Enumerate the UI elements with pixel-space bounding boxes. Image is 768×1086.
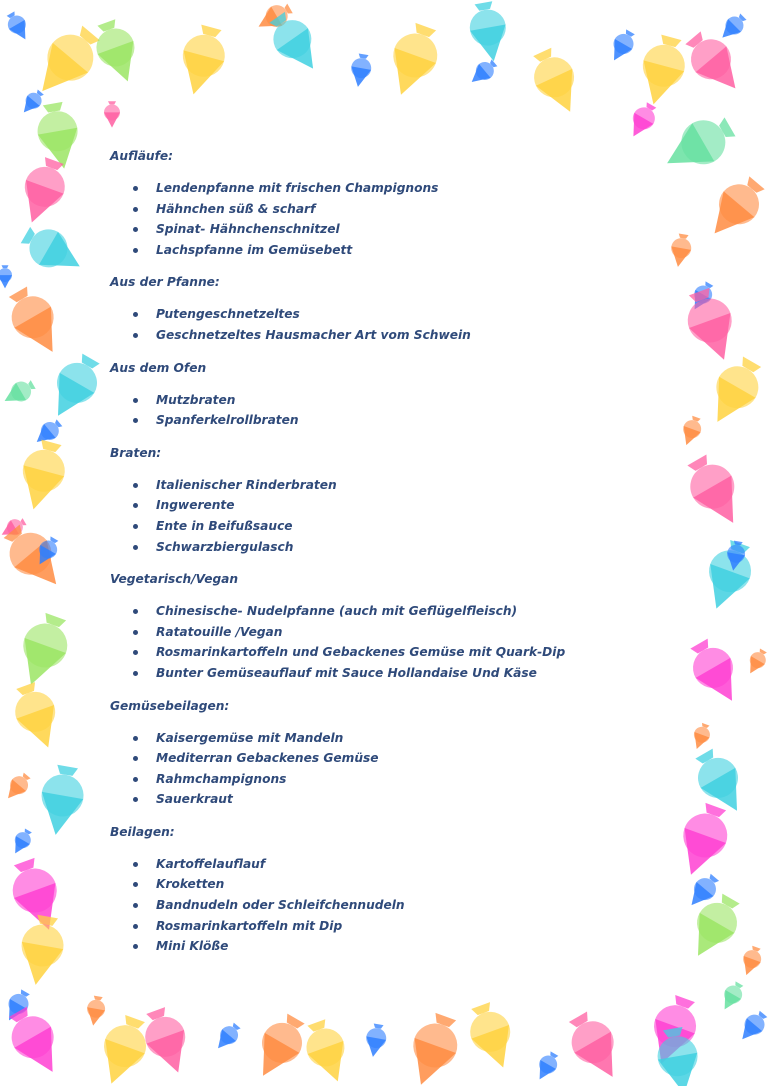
candy-icon xyxy=(682,634,750,711)
candy-icon xyxy=(0,265,12,288)
list-item: Mutzbraten xyxy=(110,390,630,411)
candy-icon xyxy=(0,987,34,1026)
bullet-icon xyxy=(133,398,138,403)
candy-icon xyxy=(104,101,120,127)
candy-icon xyxy=(262,6,329,79)
list-item: Mini Klöße xyxy=(110,936,630,957)
list-item: Rosmarinkartoffeln mit Dip xyxy=(110,916,630,937)
candy-icon xyxy=(211,1020,244,1054)
candy-icon xyxy=(298,1016,355,1086)
candy-icon xyxy=(33,100,84,172)
section-beilagen xyxy=(110,822,630,957)
candy-icon xyxy=(717,979,747,1014)
list-item: Ente in Beifußsauce xyxy=(110,516,630,537)
candy-icon xyxy=(88,16,145,88)
bullet-icon xyxy=(133,248,138,253)
candy-icon xyxy=(697,536,760,615)
list-item: Hähnchen süß & scharf xyxy=(110,199,630,220)
candy-icon xyxy=(743,646,768,677)
candy-icon xyxy=(699,351,768,432)
list-item: Ratatouille /Vegan xyxy=(110,622,630,643)
candy-icon xyxy=(653,1025,704,1086)
bullet-icon xyxy=(133,924,138,929)
candy-icon xyxy=(605,27,639,66)
candy-icon xyxy=(624,99,661,141)
candy-icon xyxy=(716,10,750,44)
section-aus-dem-ofen xyxy=(110,358,630,431)
candy-icon xyxy=(0,1001,71,1082)
candy-icon xyxy=(31,416,65,449)
candy-icon xyxy=(380,19,446,102)
list-item: Mediterran Gebackenes Gemüse xyxy=(110,748,630,769)
candy-icon xyxy=(466,0,512,64)
list-item: Putengeschnetzeltes xyxy=(110,304,630,325)
bullet-icon xyxy=(133,524,138,529)
candy-icon xyxy=(735,1007,768,1045)
list-item: Rahmchampignons xyxy=(110,769,630,790)
candy-icon xyxy=(687,279,717,314)
bullet-icon xyxy=(133,944,138,949)
section-heading: Vegetarisch/Vegan xyxy=(110,572,239,587)
list-item: Bunter Gemüseauflauf mit Sauce Hollandaise Und Käse xyxy=(110,663,630,684)
candy-icon xyxy=(678,414,705,448)
bullet-icon xyxy=(133,503,138,508)
candy-icon xyxy=(738,944,765,978)
candy-icon xyxy=(7,679,67,755)
candy-icon xyxy=(8,826,35,857)
candy-icon xyxy=(670,799,736,882)
bullet-icon xyxy=(133,797,138,802)
section-auflaeufe xyxy=(110,146,630,260)
candy-icon xyxy=(683,870,723,912)
menu-list xyxy=(110,146,630,969)
candy-icon xyxy=(462,999,522,1075)
bullet-icon xyxy=(133,736,138,741)
candy-icon xyxy=(668,233,693,269)
bullet-icon xyxy=(133,186,138,191)
list-item: Kroketten xyxy=(110,874,630,895)
candy-icon xyxy=(246,1009,314,1086)
bullet-icon xyxy=(133,483,138,488)
section-heading: Aus dem Ofen xyxy=(110,360,207,375)
list-item: Lendenpfanne mit frischen Champignons xyxy=(110,178,630,199)
list-item: Schwarzbiergulasch xyxy=(110,537,630,558)
bullet-icon xyxy=(133,545,138,550)
list-item: Kartoffelauflauf xyxy=(110,854,630,875)
candy-icon xyxy=(348,53,373,89)
candy-icon xyxy=(724,540,747,572)
candy-icon xyxy=(524,43,588,120)
candy-icon xyxy=(363,1023,388,1059)
candy-icon xyxy=(678,25,751,101)
candy-icon xyxy=(18,87,47,118)
section-vegetarisch-vegan xyxy=(110,569,630,683)
list-item: Ingwerente xyxy=(110,495,630,516)
candy-icon xyxy=(35,763,88,839)
list-item: Sauerkraut xyxy=(110,789,630,810)
candy-icon xyxy=(16,219,89,283)
candy-icon xyxy=(0,281,71,362)
bullet-icon xyxy=(133,227,138,232)
section-heading: Aus der Pfanne: xyxy=(110,275,220,290)
bullet-icon xyxy=(133,756,138,761)
candy-icon xyxy=(699,170,768,246)
candy-icon xyxy=(0,518,72,598)
candy-icon xyxy=(13,154,73,230)
candy-icon xyxy=(633,32,692,110)
section-heading: Aufläufe: xyxy=(110,149,174,163)
list-item: Geschnetzeltes Hausmacher Art vom Schwein xyxy=(110,325,630,346)
candy-icon xyxy=(32,534,62,569)
list-item: Lachspfanne im Gemüsebett xyxy=(110,240,630,261)
candy-icon xyxy=(10,609,76,692)
section-braten xyxy=(110,443,630,557)
bullet-icon xyxy=(133,418,138,423)
candy-icon xyxy=(689,721,713,751)
bullet-icon xyxy=(133,862,138,867)
bullet-icon xyxy=(133,650,138,655)
bullet-icon xyxy=(133,882,138,887)
list-item: Kaisergemüse mit Mandeln xyxy=(110,728,630,749)
section-heading: Gemüsebeilagen: xyxy=(110,698,230,713)
bullet-icon xyxy=(133,333,138,338)
candy-icon xyxy=(466,56,500,89)
candy-icon xyxy=(137,1004,197,1080)
bullet-icon xyxy=(133,609,138,614)
candy-icon xyxy=(0,515,29,542)
candy-icon xyxy=(253,0,295,36)
candy-icon xyxy=(4,854,70,937)
list-item: Chinesische- Nudelpfanne (auch mit Geflügelfleisch) xyxy=(110,601,630,622)
candy-icon xyxy=(3,9,33,44)
section-heading: Braten: xyxy=(110,445,162,460)
list-item: Rosmarinkartoffeln und Gebackenes Gemüse mit Quark-Dip xyxy=(110,642,630,663)
candy-icon xyxy=(687,744,755,821)
bullet-icon xyxy=(133,671,138,676)
list-item: Spinat- Hähnchenschnitzel xyxy=(110,219,630,240)
section-aus-der-pfanne xyxy=(110,272,630,345)
bullet-icon xyxy=(133,207,138,212)
candy-icon xyxy=(532,1049,562,1084)
candy-icon xyxy=(0,376,38,410)
candy-icon xyxy=(15,913,68,989)
section-heading: Beilagen: xyxy=(110,824,175,839)
bullet-icon xyxy=(133,777,138,782)
candy-icon xyxy=(173,22,232,100)
candy-icon xyxy=(41,349,109,426)
list-item: Italienischer Rinderbraten xyxy=(110,475,630,496)
section-gemuesebeilagen xyxy=(110,696,630,810)
candy-icon xyxy=(679,284,745,367)
candy-icon xyxy=(92,1011,155,1086)
bullet-icon xyxy=(133,630,138,635)
candy-icon xyxy=(1,770,34,804)
list-item: Spanferkelrollbraten xyxy=(110,410,630,431)
bullet-icon xyxy=(133,312,138,317)
candy-icon xyxy=(25,18,109,106)
candy-icon xyxy=(560,1006,631,1086)
candy-icon xyxy=(13,437,72,515)
candy-icon xyxy=(84,995,107,1027)
candy-icon xyxy=(642,991,705,1070)
candy-icon xyxy=(678,449,752,534)
list-item: Bandnudeln oder Schleifchennudeln xyxy=(110,895,630,916)
candy-icon xyxy=(656,108,741,182)
candy-icon xyxy=(681,889,749,966)
candy-icon xyxy=(400,1009,466,1086)
bullet-icon xyxy=(133,903,138,908)
